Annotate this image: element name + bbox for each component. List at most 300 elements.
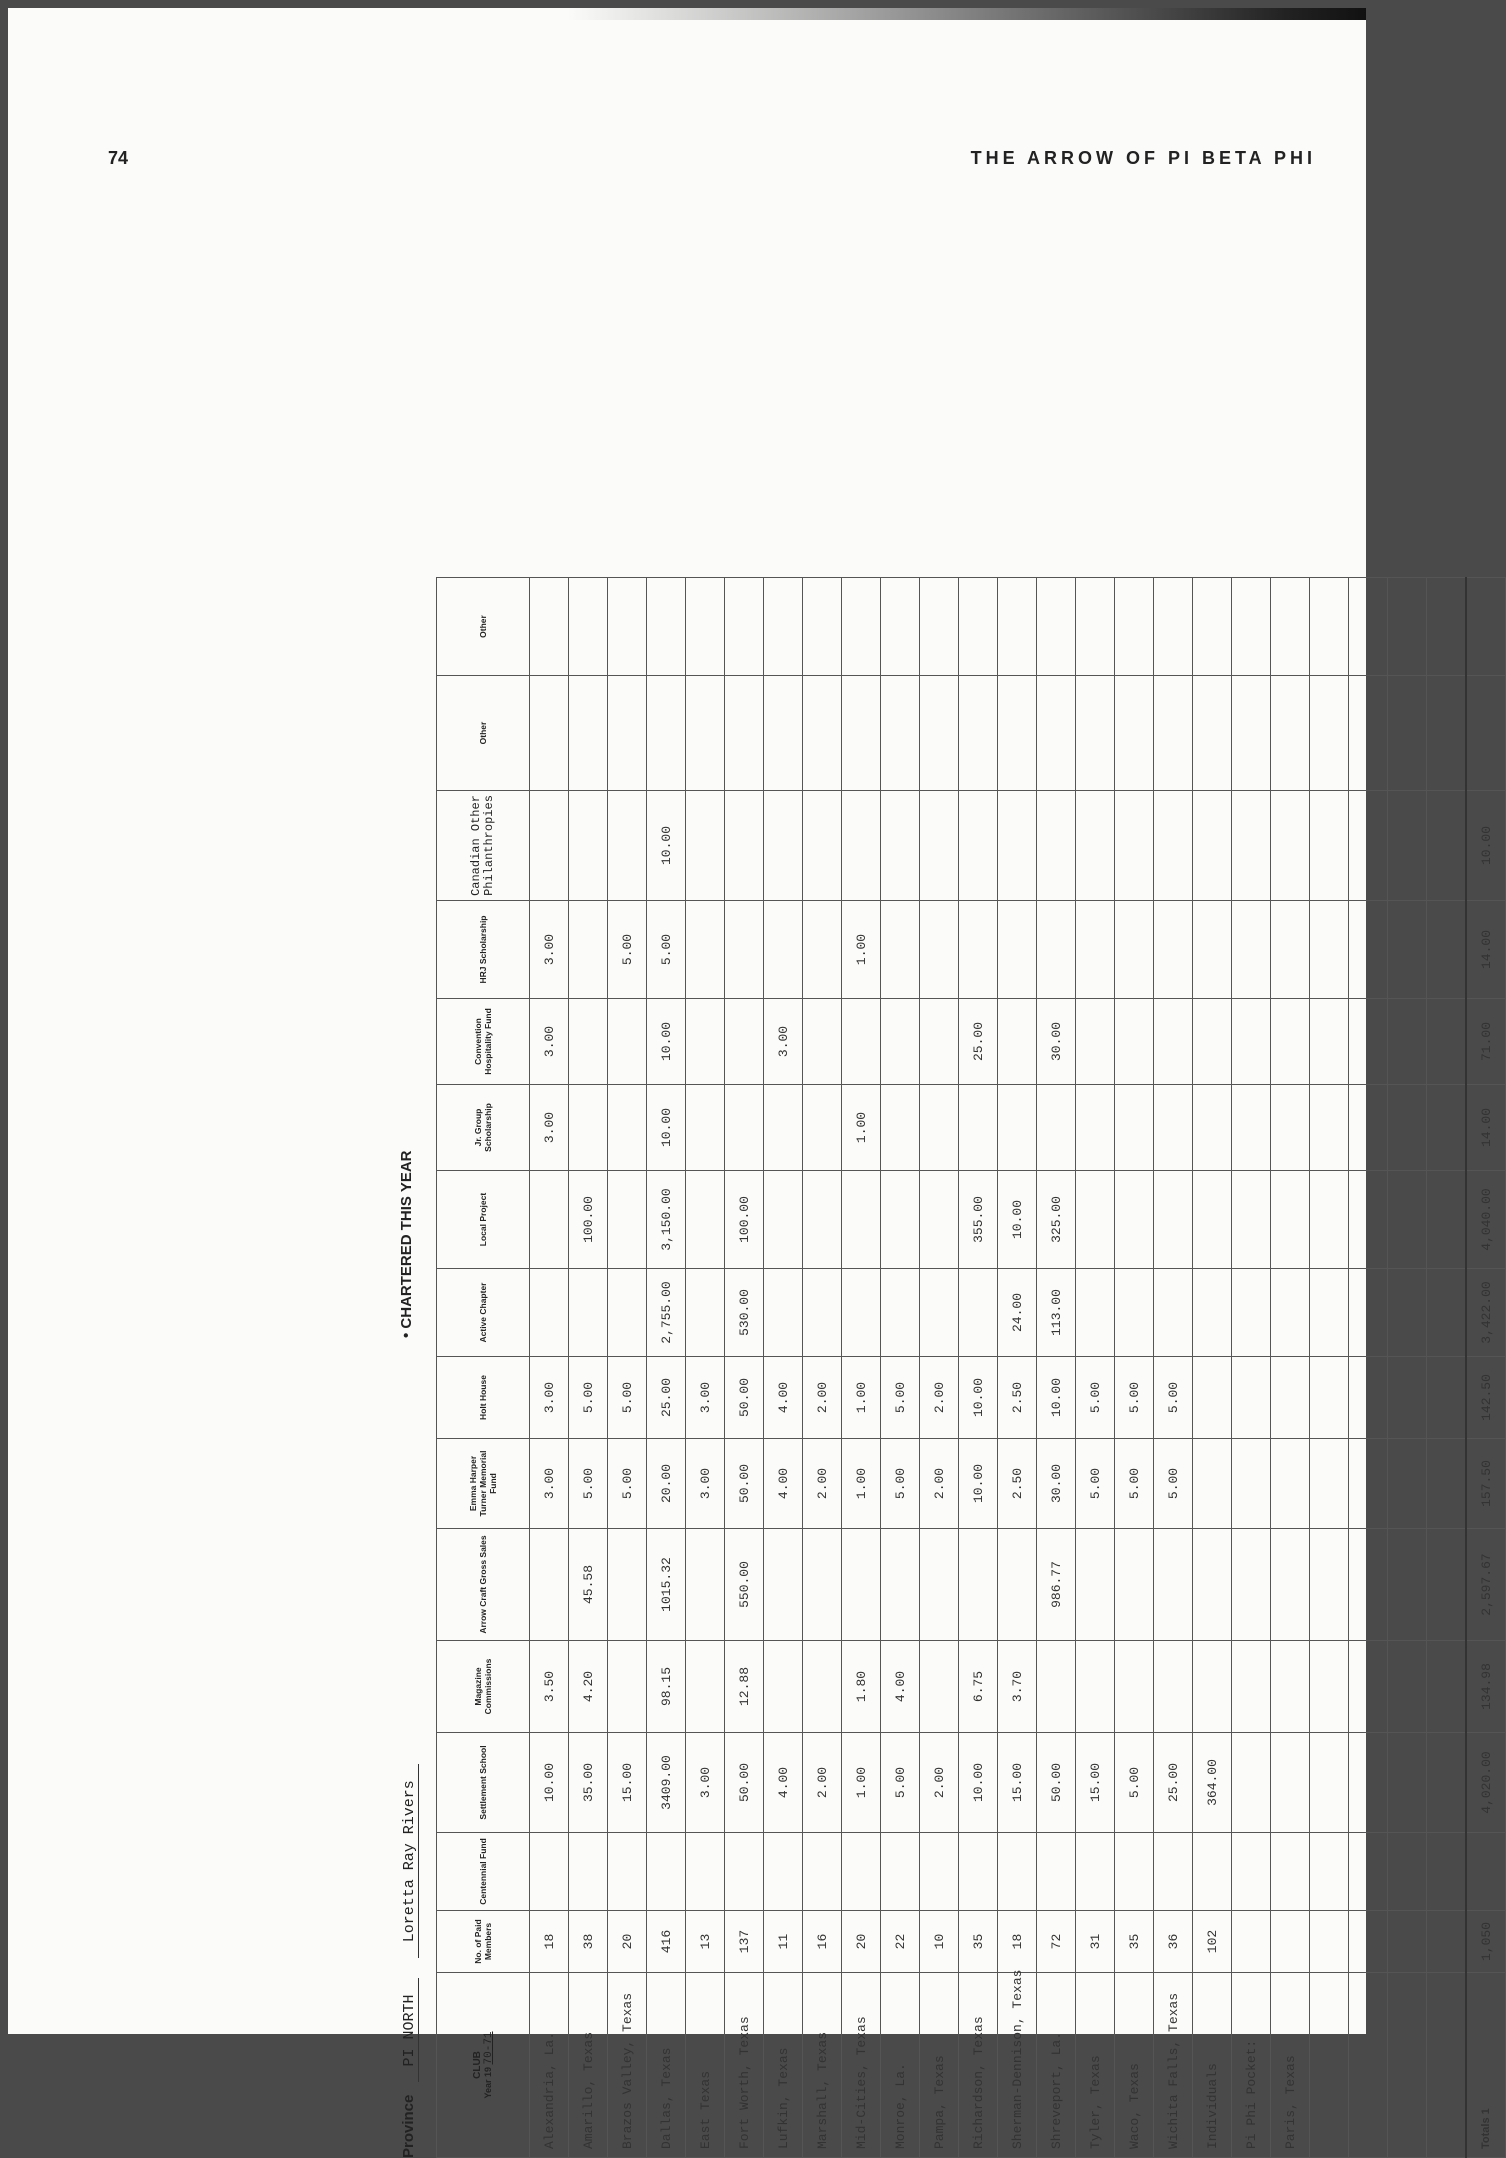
- cell-settlement: 15.00: [1076, 1733, 1115, 1833]
- table-row: [686, 578, 725, 2158]
- cell-canadian: 10.00: [647, 791, 686, 901]
- cell-hrj: 5.00: [647, 901, 686, 999]
- cell-magazine: 1.80: [842, 1641, 881, 1733]
- cell-convention: 3.00: [530, 999, 569, 1085]
- cell-hrj: [1076, 901, 1115, 999]
- cell-jr: [569, 1085, 608, 1171]
- cell-other1: [647, 676, 686, 791]
- cell-arrow: [1232, 1529, 1271, 1641]
- cell-local: 10.00: [998, 1171, 1037, 1269]
- cell-local: [686, 1171, 725, 1269]
- cell-arrow: [959, 1529, 998, 1641]
- cell-canadian: [920, 791, 959, 901]
- cell-jr: [1154, 1085, 1193, 1171]
- cell-settlement: [1310, 1733, 1349, 1833]
- col-header-hrj: HRJ Scholarship: [437, 901, 530, 999]
- cell-arrow: [803, 1529, 842, 1641]
- cell-other1: [1388, 676, 1427, 791]
- table-row: [881, 578, 920, 2158]
- cell-active: [920, 1269, 959, 1357]
- cell-local: [1271, 1171, 1310, 1269]
- cell-settlement: 10.00: [959, 1733, 998, 1833]
- cell-other2: [1037, 578, 1076, 676]
- cell-hrj: [1193, 901, 1232, 999]
- cell-active: [764, 1269, 803, 1357]
- cell-convention: [608, 999, 647, 1085]
- cell-members: 137: [725, 1911, 764, 1973]
- cell-emma: [1427, 1439, 1467, 1529]
- cell-other2: [1271, 578, 1310, 676]
- cell-centennial: [1193, 1833, 1232, 1911]
- cell-club: Richardson, Texas: [959, 1973, 998, 2158]
- cell-convention: [1232, 999, 1271, 1085]
- cell-centennial: [1115, 1833, 1154, 1911]
- cell-other2: [725, 578, 764, 676]
- cell-active: [686, 1269, 725, 1357]
- cell-convention: [881, 999, 920, 1085]
- year-label: Year 19: [482, 2067, 493, 2099]
- cell-centennial: [998, 1833, 1037, 1911]
- col-header-holt: Holt House: [437, 1357, 530, 1439]
- cell-hrj: [1310, 901, 1349, 999]
- cell-other2: [1349, 578, 1388, 676]
- table-row: [920, 578, 959, 2158]
- cell-club: Individuals: [1193, 1973, 1232, 2158]
- cell-members: 102: [1193, 1911, 1232, 1973]
- cell-active: 113.00: [1037, 1269, 1076, 1357]
- cell-members: [1310, 1911, 1349, 1973]
- table-body: [530, 578, 1506, 2158]
- cell-arrow: [686, 1529, 725, 1641]
- col-header-club: [437, 1973, 530, 2158]
- table-row: [1232, 578, 1271, 2158]
- totals-arrow: 2,597.67: [1466, 1529, 1506, 1641]
- col-header-members: No. of Paid Members: [437, 1911, 530, 1973]
- cell-other1: [530, 676, 569, 791]
- cell-convention: 25.00: [959, 999, 998, 1085]
- cell-centennial: [881, 1833, 920, 1911]
- cell-holt: 1.00: [842, 1357, 881, 1439]
- province-label: Province: [400, 2094, 417, 2158]
- province-value: PI NORTH: [401, 1978, 419, 2082]
- cell-members: 22: [881, 1911, 920, 1973]
- cell-hrj: [569, 901, 608, 999]
- cell-other2: [1193, 578, 1232, 676]
- cell-club: Marshall, Texas: [803, 1973, 842, 2158]
- cell-centennial: [1154, 1833, 1193, 1911]
- cell-magazine: [1193, 1641, 1232, 1733]
- cell-canadian: [842, 791, 881, 901]
- totals-row: [1466, 578, 1506, 2158]
- cell-other1: [764, 676, 803, 791]
- cell-local: [530, 1171, 569, 1269]
- cell-other2: [1232, 578, 1271, 676]
- cell-hrj: [1388, 901, 1427, 999]
- cell-hrj: 1.00: [842, 901, 881, 999]
- table-row: [803, 578, 842, 2158]
- province-line: [400, 1558, 430, 2158]
- cell-other2: [569, 578, 608, 676]
- cell-magazine: 3.70: [998, 1641, 1037, 1733]
- cell-centennial: [608, 1833, 647, 1911]
- cell-hrj: [881, 901, 920, 999]
- cell-local: 100.00: [725, 1171, 764, 1269]
- cell-club: Pampa, Texas: [920, 1973, 959, 2158]
- cell-jr: [1115, 1085, 1154, 1171]
- cell-convention: 10.00: [647, 999, 686, 1085]
- cell-centennial: [1037, 1833, 1076, 1911]
- cell-canadian: [959, 791, 998, 901]
- cell-local: [608, 1171, 647, 1269]
- cell-convention: [1076, 999, 1115, 1085]
- col-header-magazine: Magazine Commissions: [437, 1641, 530, 1733]
- col-header-arrow: Arrow Craft Gross Sales: [437, 1529, 530, 1641]
- table-row: [725, 578, 764, 2158]
- cell-hrj: [725, 901, 764, 999]
- cell-convention: [1427, 999, 1467, 1085]
- cell-members: 18: [530, 1911, 569, 1973]
- cell-local: [1115, 1171, 1154, 1269]
- cell-other2: [1154, 578, 1193, 676]
- cell-hrj: [1427, 901, 1467, 999]
- cell-centennial: [1232, 1833, 1271, 1911]
- cell-members: 36: [1154, 1911, 1193, 1973]
- cell-centennial: [1271, 1833, 1310, 1911]
- cell-centennial: [725, 1833, 764, 1911]
- cell-local: [1349, 1171, 1388, 1269]
- cell-jr: [725, 1085, 764, 1171]
- club-header-label: CLUB: [471, 2051, 483, 2079]
- cell-canadian: [881, 791, 920, 901]
- cell-holt: 50.00: [725, 1357, 764, 1439]
- cell-magazine: 4.20: [569, 1641, 608, 1733]
- cell-settlement: 10.00: [530, 1733, 569, 1833]
- cell-other1: [959, 676, 998, 791]
- cell-club: Amarillo, Texas: [569, 1973, 608, 2158]
- cell-convention: [998, 999, 1037, 1085]
- cell-settlement: [1349, 1733, 1388, 1833]
- cell-other1: [569, 676, 608, 791]
- col-header-canadian: Canadian Other Philanthropies: [437, 791, 530, 901]
- table-row: [1349, 578, 1388, 2158]
- cell-convention: 3.00: [764, 999, 803, 1085]
- cell-magazine: [1232, 1641, 1271, 1733]
- cell-centennial: [764, 1833, 803, 1911]
- cell-convention: [1349, 999, 1388, 1085]
- page-number: 74: [108, 148, 129, 168]
- cell-arrow: [1388, 1529, 1427, 1641]
- cell-canadian: [569, 791, 608, 901]
- cell-club: [1349, 1973, 1388, 2158]
- cell-arrow: [608, 1529, 647, 1641]
- cell-other2: [998, 578, 1037, 676]
- cell-convention: [920, 999, 959, 1085]
- col-header-other-2: Other: [437, 578, 530, 676]
- cell-local: 325.00: [1037, 1171, 1076, 1269]
- col-header-emma: Emma Harper Turner Memorial Fund: [437, 1439, 530, 1529]
- cell-other1: [608, 676, 647, 791]
- cell-arrow: 45.58: [569, 1529, 608, 1641]
- cell-emma: [1388, 1439, 1427, 1529]
- cell-emma: [1349, 1439, 1388, 1529]
- cell-emma: [1232, 1439, 1271, 1529]
- cell-holt: 4.00: [764, 1357, 803, 1439]
- cell-local: [1154, 1171, 1193, 1269]
- cell-jr: [1076, 1085, 1115, 1171]
- cell-convention: [725, 999, 764, 1085]
- year-value: 70-71: [482, 2031, 495, 2065]
- cell-hrj: [803, 901, 842, 999]
- cell-club: [1388, 1973, 1427, 2158]
- cell-settlement: 4.00: [764, 1733, 803, 1833]
- cell-canadian: [1193, 791, 1232, 901]
- cell-emma: 1.00: [842, 1439, 881, 1529]
- cell-local: [881, 1171, 920, 1269]
- cell-emma: [1310, 1439, 1349, 1529]
- cell-local: [803, 1171, 842, 1269]
- cell-canadian: [998, 791, 1037, 901]
- cell-magazine: 98.15: [647, 1641, 686, 1733]
- cell-active: 2,755.00: [647, 1269, 686, 1357]
- cell-settlement: 1.00: [842, 1733, 881, 1833]
- cell-hrj: [1232, 901, 1271, 999]
- cell-settlement: 2.00: [803, 1733, 842, 1833]
- cell-holt: [1349, 1357, 1388, 1439]
- table-row: [1388, 578, 1427, 2158]
- cell-holt: 2.00: [803, 1357, 842, 1439]
- table-row: [764, 578, 803, 2158]
- col-header-convention: Convention Hospitality Fund: [437, 999, 530, 1085]
- cell-magazine: [1037, 1641, 1076, 1733]
- cell-arrow: [920, 1529, 959, 1641]
- cell-members: [1427, 1911, 1467, 1973]
- cell-members: 11: [764, 1911, 803, 1973]
- cell-members: 35: [1115, 1911, 1154, 1973]
- cell-arrow: [1310, 1529, 1349, 1641]
- cell-hrj: 5.00: [608, 901, 647, 999]
- table-row: [842, 578, 881, 2158]
- cell-arrow: [1154, 1529, 1193, 1641]
- cell-active: [881, 1269, 920, 1357]
- cell-settlement: 5.00: [881, 1733, 920, 1833]
- cell-centennial: [920, 1833, 959, 1911]
- cell-members: 10: [920, 1911, 959, 1973]
- cell-other1: [920, 676, 959, 791]
- cell-magazine: [1154, 1641, 1193, 1733]
- cell-magazine: 3.50: [530, 1641, 569, 1733]
- cell-magazine: [1427, 1641, 1467, 1733]
- cell-jr: [1310, 1085, 1349, 1171]
- cell-active: [842, 1269, 881, 1357]
- cell-settlement: [1388, 1733, 1427, 1833]
- cell-hrj: [1154, 901, 1193, 999]
- cell-settlement: 50.00: [725, 1733, 764, 1833]
- cell-centennial: [569, 1833, 608, 1911]
- cell-other2: [764, 578, 803, 676]
- cell-members: 20: [842, 1911, 881, 1973]
- cell-magazine: [1076, 1641, 1115, 1733]
- cell-club: Shreveport, La.: [1037, 1973, 1076, 2158]
- totals-settlement: 4,020.00: [1466, 1733, 1506, 1833]
- cell-jr: [881, 1085, 920, 1171]
- cell-arrow: [998, 1529, 1037, 1641]
- cell-holt: 5.00: [1076, 1357, 1115, 1439]
- cell-holt: [1388, 1357, 1427, 1439]
- cell-club: Sherman-Dennison, Texas: [998, 1973, 1037, 2158]
- cell-arrow: [764, 1529, 803, 1641]
- cell-emma: 20.00: [647, 1439, 686, 1529]
- cell-centennial: [1427, 1833, 1467, 1911]
- cell-local: [1310, 1171, 1349, 1269]
- cell-hrj: [920, 901, 959, 999]
- table-row: [998, 578, 1037, 2158]
- cell-other2: [686, 578, 725, 676]
- cell-canadian: [1037, 791, 1076, 901]
- cell-holt: [1193, 1357, 1232, 1439]
- cell-jr: 1.00: [842, 1085, 881, 1171]
- cell-local: [842, 1171, 881, 1269]
- cell-canadian: [530, 791, 569, 901]
- cell-arrow: [881, 1529, 920, 1641]
- cell-centennial: [686, 1833, 725, 1911]
- cell-emma: 5.00: [1115, 1439, 1154, 1529]
- cell-emma: 10.00: [959, 1439, 998, 1529]
- cell-other2: [1310, 578, 1349, 676]
- cell-settlement: 15.00: [998, 1733, 1037, 1833]
- table-row: [1076, 578, 1115, 2158]
- cell-club: [1310, 1973, 1349, 2158]
- cell-hrj: [1037, 901, 1076, 999]
- cell-canadian: [608, 791, 647, 901]
- cell-canadian: [764, 791, 803, 901]
- totals-club: Totals 1: [1466, 1973, 1506, 2158]
- cell-convention: [1310, 999, 1349, 1085]
- cell-other2: [1388, 578, 1427, 676]
- cell-canadian: [1154, 791, 1193, 901]
- cell-emma: 5.00: [1076, 1439, 1115, 1529]
- cell-emma: 2.50: [998, 1439, 1037, 1529]
- totals-active: 3,422.00: [1466, 1269, 1506, 1357]
- chartered-note: • CHARTERED THIS YEAR: [398, 1150, 415, 1338]
- cell-centennial: [530, 1833, 569, 1911]
- cell-members: 16: [803, 1911, 842, 1973]
- cell-other2: [1427, 578, 1467, 676]
- cell-members: [1232, 1911, 1271, 1973]
- cell-magazine: [1349, 1641, 1388, 1733]
- cell-club: Wichita Falls, Texas: [1154, 1973, 1193, 2158]
- cell-holt: 2.00: [920, 1357, 959, 1439]
- table-row: [1115, 578, 1154, 2158]
- cell-other1: [1310, 676, 1349, 791]
- cell-club: Mid-Cities, Texas: [842, 1973, 881, 2158]
- cell-other1: [881, 676, 920, 791]
- table-row: [1037, 578, 1076, 2158]
- table-row: [1193, 578, 1232, 2158]
- cell-holt: 5.00: [608, 1357, 647, 1439]
- cell-arrow: 1015.32: [647, 1529, 686, 1641]
- col-header-active: Active Chapter: [437, 1269, 530, 1357]
- cell-active: [1349, 1269, 1388, 1357]
- cell-convention: [686, 999, 725, 1085]
- cell-magazine: [803, 1641, 842, 1733]
- cell-settlement: [1271, 1733, 1310, 1833]
- cell-emma: 5.00: [881, 1439, 920, 1529]
- cell-arrow: [1349, 1529, 1388, 1641]
- cell-jr: [998, 1085, 1037, 1171]
- cell-jr: [920, 1085, 959, 1171]
- totals-canadian: 10.00: [1466, 791, 1506, 901]
- cell-local: [920, 1171, 959, 1269]
- cell-local: [1193, 1171, 1232, 1269]
- totals-centennial: [1466, 1833, 1506, 1911]
- cell-emma: 2.00: [920, 1439, 959, 1529]
- cell-emma: [1193, 1439, 1232, 1529]
- cell-magazine: [1388, 1641, 1427, 1733]
- cell-holt: 3.00: [686, 1357, 725, 1439]
- cell-settlement: 25.00: [1154, 1733, 1193, 1833]
- cell-holt: 10.00: [1037, 1357, 1076, 1439]
- totals-hrj: 14.00: [1466, 901, 1506, 999]
- cell-local: [1232, 1171, 1271, 1269]
- cell-convention: [569, 999, 608, 1085]
- cell-holt: 5.00: [1154, 1357, 1193, 1439]
- cell-centennial: [1388, 1833, 1427, 1911]
- cell-active: [1388, 1269, 1427, 1357]
- cell-canadian: [1349, 791, 1388, 901]
- cell-jr: [608, 1085, 647, 1171]
- cell-members: [1349, 1911, 1388, 1973]
- cell-club: Tyler, Texas: [1076, 1973, 1115, 2158]
- cell-magazine: [920, 1641, 959, 1733]
- cell-arrow: [1427, 1529, 1467, 1641]
- cell-club: Alexandria, La.: [530, 1973, 569, 2158]
- cell-magazine: 12.88: [725, 1641, 764, 1733]
- cell-jr: [686, 1085, 725, 1171]
- cell-magazine: [608, 1641, 647, 1733]
- report-form: [398, 578, 1498, 2158]
- cell-settlement: 35.00: [569, 1733, 608, 1833]
- cell-jr: 3.00: [530, 1085, 569, 1171]
- cell-convention: [803, 999, 842, 1085]
- cell-local: [1388, 1171, 1427, 1269]
- cell-magazine: 6.75: [959, 1641, 998, 1733]
- cell-hrj: [1115, 901, 1154, 999]
- cell-other2: [920, 578, 959, 676]
- cell-local: [764, 1171, 803, 1269]
- cell-settlement: [1427, 1733, 1467, 1833]
- cell-holt: 2.50: [998, 1357, 1037, 1439]
- cell-magazine: [1271, 1641, 1310, 1733]
- cell-settlement: 2.00: [920, 1733, 959, 1833]
- cell-arrow: [1076, 1529, 1115, 1641]
- cell-other2: [1076, 578, 1115, 676]
- cell-other1: [803, 676, 842, 791]
- cell-holt: [1310, 1357, 1349, 1439]
- cell-jr: [1232, 1085, 1271, 1171]
- cell-settlement: 50.00: [1037, 1733, 1076, 1833]
- cell-members: 13: [686, 1911, 725, 1973]
- cell-centennial: [803, 1833, 842, 1911]
- province-director: Loretta Ray Rivers: [401, 1764, 419, 1958]
- cell-other1: [1076, 676, 1115, 791]
- cell-local: [1427, 1171, 1467, 1269]
- cell-active: [1271, 1269, 1310, 1357]
- cell-convention: [1193, 999, 1232, 1085]
- cell-holt: 3.00: [530, 1357, 569, 1439]
- col-header-centennial: Centennial Fund: [437, 1833, 530, 1911]
- cell-emma: 3.00: [530, 1439, 569, 1529]
- cell-active: [1427, 1269, 1467, 1357]
